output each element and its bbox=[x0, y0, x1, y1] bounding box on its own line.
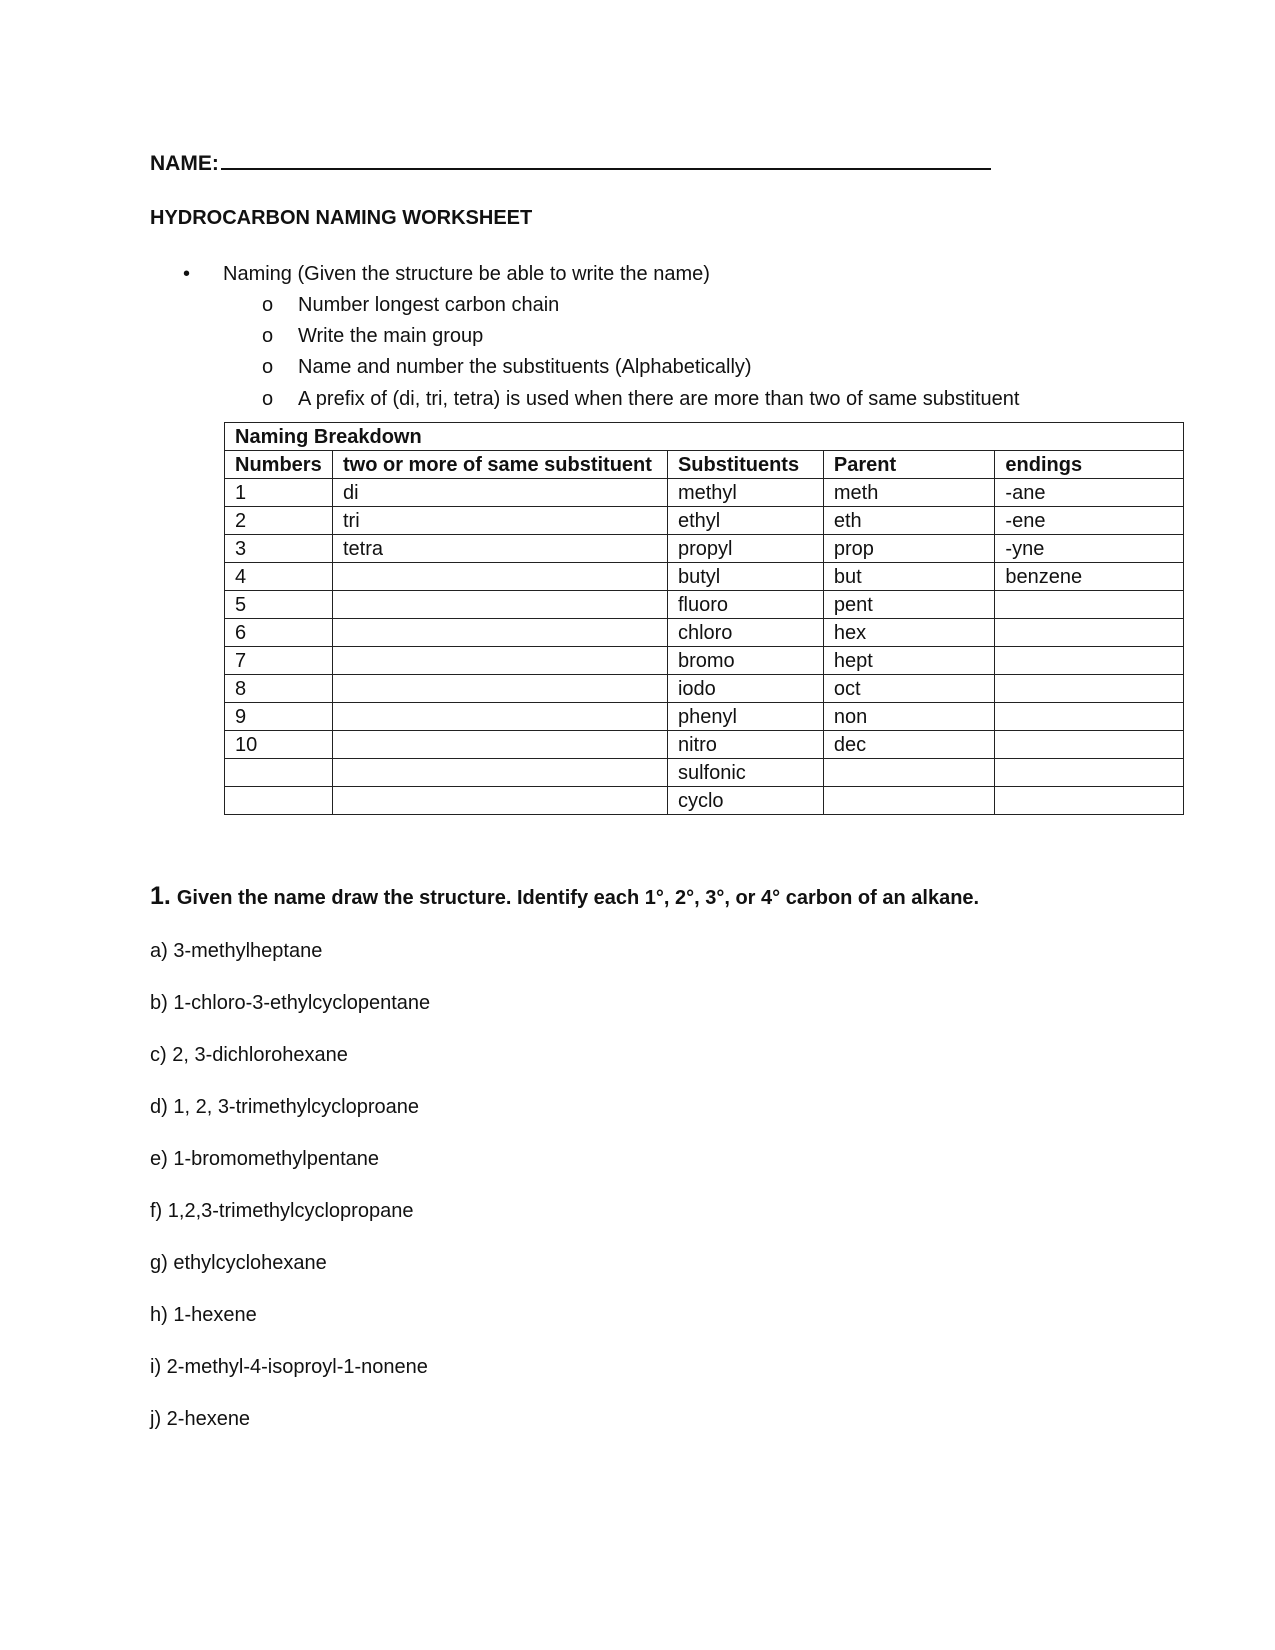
question-item: j) 2-hexene bbox=[150, 1408, 251, 1430]
table-cell: dec bbox=[823, 731, 995, 759]
table-cell: fluoro bbox=[667, 591, 823, 619]
table-row bbox=[225, 619, 1184, 647]
question-item: a) 3-methylheptane bbox=[150, 940, 323, 962]
column-header: two or more of same substituent bbox=[332, 451, 667, 479]
table-cell: di bbox=[332, 479, 667, 507]
table-cell bbox=[823, 787, 995, 815]
table-cell: cyclo bbox=[667, 787, 823, 815]
question-item: e) 1-bromomethylpentane bbox=[150, 1148, 380, 1170]
table-cell: sulfonic bbox=[667, 759, 823, 787]
table-cell bbox=[332, 759, 667, 787]
question-item: f) 1,2,3-trimethylcyclopropane bbox=[150, 1200, 414, 1222]
table-cell bbox=[332, 787, 667, 815]
sub-bullet-icon: o bbox=[262, 325, 274, 347]
table-cell bbox=[995, 619, 1184, 647]
question-item: b) 1-chloro-3-ethylcyclopentane bbox=[150, 992, 431, 1014]
question-item: g) ethylcyclohexane bbox=[150, 1252, 327, 1274]
question-item: h) 1-hexene bbox=[150, 1304, 257, 1326]
table-row bbox=[225, 787, 1184, 815]
table-cell: phenyl bbox=[667, 703, 823, 731]
question-item: d) 1, 2, 3-trimethylcycloproane bbox=[150, 1096, 420, 1118]
table-cell: prop bbox=[823, 535, 995, 563]
table-cell: tri bbox=[332, 507, 667, 535]
table-cell: nitro bbox=[667, 731, 823, 759]
table-cell: 3 bbox=[225, 535, 333, 563]
table-cell: 9 bbox=[225, 703, 333, 731]
table-row bbox=[225, 759, 1184, 787]
table-cell bbox=[332, 731, 667, 759]
table-row bbox=[225, 647, 1184, 675]
worksheet-title: HYDROCARBON NAMING WORKSHEET bbox=[150, 207, 533, 229]
table-cell bbox=[332, 647, 667, 675]
naming-breakdown-table bbox=[224, 422, 1184, 815]
table-cell: bromo bbox=[667, 647, 823, 675]
table-cell: -ene bbox=[995, 507, 1184, 535]
column-header: Substituents bbox=[667, 451, 823, 479]
table-cell: 6 bbox=[225, 619, 333, 647]
table-cell: 8 bbox=[225, 675, 333, 703]
table-cell: 5 bbox=[225, 591, 333, 619]
table-row bbox=[225, 563, 1184, 591]
table-cell: methyl bbox=[667, 479, 823, 507]
table-cell bbox=[995, 759, 1184, 787]
table-caption: Naming Breakdown bbox=[225, 423, 1184, 451]
question-text: Given the name draw the structure. Identify each 1°, 2°, 3°, or 4° carbon of an alkane. bbox=[176, 887, 980, 909]
table-row bbox=[225, 703, 1184, 731]
table-cell: benzene bbox=[995, 563, 1184, 591]
table-cell: tetra bbox=[332, 535, 667, 563]
table-row bbox=[225, 535, 1184, 563]
table-cell: iodo bbox=[667, 675, 823, 703]
table-cell: propyl bbox=[667, 535, 823, 563]
table-cell: 7 bbox=[225, 647, 333, 675]
table-cell: butyl bbox=[667, 563, 823, 591]
question-number: 1. bbox=[150, 882, 171, 910]
name-label: NAME: bbox=[150, 152, 219, 175]
instruction-step-text: Name and number the substituents (Alphabetically) bbox=[298, 356, 752, 378]
name-blank-line bbox=[221, 150, 991, 170]
sub-bullet-icon: o bbox=[262, 294, 274, 316]
question-item: i) 2-methyl-4-isoproyl-1-nonene bbox=[150, 1356, 428, 1378]
table-cell bbox=[995, 787, 1184, 815]
column-header: Numbers bbox=[225, 451, 333, 479]
instruction-step-text: A prefix of (di, tri, tetra) is used when there are more than two of same substituent bbox=[298, 388, 1020, 410]
table-cell bbox=[995, 647, 1184, 675]
sub-bullet-icon: o bbox=[262, 388, 274, 410]
instruction-main-text: Naming (Given the structure be able to write the name) bbox=[223, 263, 710, 285]
table-cell: pent bbox=[823, 591, 995, 619]
table-cell: meth bbox=[823, 479, 995, 507]
table-cell bbox=[332, 619, 667, 647]
table-cell: chloro bbox=[667, 619, 823, 647]
table-row bbox=[225, 507, 1184, 535]
table-cell: 1 bbox=[225, 479, 333, 507]
table-cell bbox=[332, 703, 667, 731]
table-caption-row bbox=[225, 423, 1184, 451]
table-row bbox=[225, 731, 1184, 759]
table-cell: hex bbox=[823, 619, 995, 647]
column-header: Parent bbox=[823, 451, 995, 479]
table-cell bbox=[332, 591, 667, 619]
question-heading bbox=[150, 882, 979, 911]
table-cell bbox=[823, 759, 995, 787]
bullet-icon: • bbox=[183, 263, 191, 285]
table-cell: but bbox=[823, 563, 995, 591]
table-cell: oct bbox=[823, 675, 995, 703]
instruction-step-text: Write the main group bbox=[298, 325, 484, 347]
table-row bbox=[225, 591, 1184, 619]
table-cell bbox=[225, 759, 333, 787]
name-field bbox=[150, 150, 991, 176]
table-cell: non bbox=[823, 703, 995, 731]
table-cell: eth bbox=[823, 507, 995, 535]
table-cell bbox=[332, 675, 667, 703]
table-cell: hept bbox=[823, 647, 995, 675]
instruction-step-text: Number longest carbon chain bbox=[298, 294, 560, 316]
table-cell: 4 bbox=[225, 563, 333, 591]
table-row bbox=[225, 675, 1184, 703]
table-cell: 2 bbox=[225, 507, 333, 535]
table-cell bbox=[225, 787, 333, 815]
table-cell bbox=[332, 563, 667, 591]
table-cell: 10 bbox=[225, 731, 333, 759]
column-header: endings bbox=[995, 451, 1184, 479]
question-item: c) 2, 3-dichlorohexane bbox=[150, 1044, 348, 1066]
table-cell bbox=[995, 731, 1184, 759]
table-cell: ethyl bbox=[667, 507, 823, 535]
table-cell: -ane bbox=[995, 479, 1184, 507]
table-header-row bbox=[225, 451, 1184, 479]
table-cell: -yne bbox=[995, 535, 1184, 563]
table-cell bbox=[995, 675, 1184, 703]
table-cell bbox=[995, 703, 1184, 731]
table-row bbox=[225, 479, 1184, 507]
sub-bullet-icon: o bbox=[262, 356, 274, 378]
table-cell bbox=[995, 591, 1184, 619]
